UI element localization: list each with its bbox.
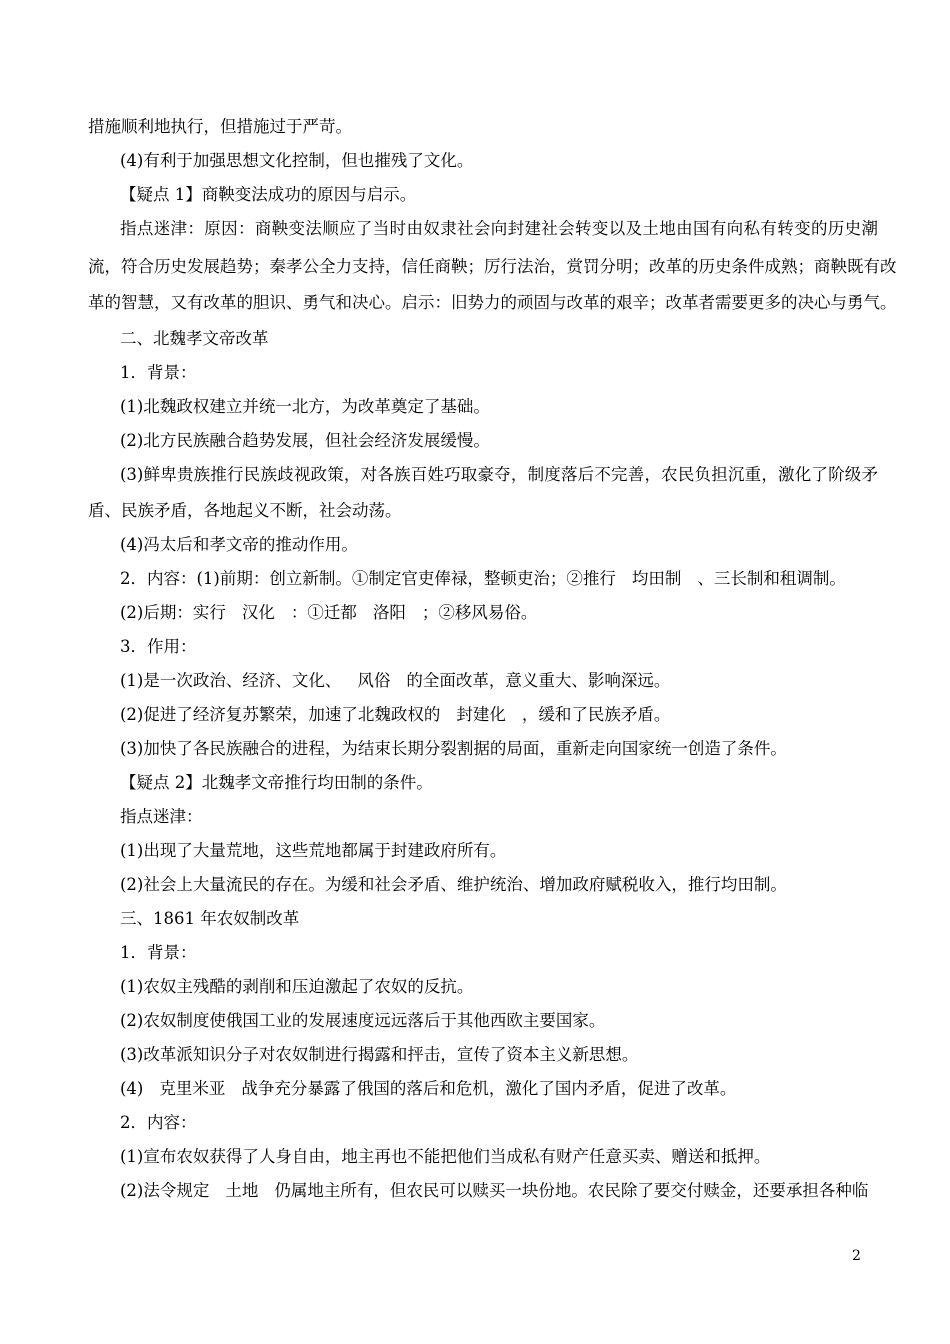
text-line: (1)宣布农奴获得了人身自由，地主再也不能把他们当成私有财产任意买卖、赠送和抵押。: [120, 1147, 771, 1166]
subsection-heading: 1．背景：: [120, 943, 197, 962]
doubt-heading: 【疑点 2】北魏孝文帝推行均田制的条件。: [120, 773, 433, 792]
fill-answer: 洛阳: [372, 603, 406, 622]
fill-answer: 均田制: [631, 569, 682, 588]
text-line: (1)出现了大量荒地，这些荒地都属于封建政府所有。: [120, 841, 507, 860]
text-line: (2)后期：实行 汉化 ：①迁都 洛阳 ；②移风易俗。: [120, 603, 538, 622]
text-line: (1)农奴主残酷的剥削和压迫激起了农奴的反抗。: [120, 977, 474, 996]
fill-answer: 土地: [225, 1181, 259, 1200]
fill-answer: 风俗: [357, 671, 391, 690]
text-line: (3)改革派知识分子对农奴制进行揭露和抨击，宣传了资本主义新思想。: [120, 1045, 639, 1064]
fill-answer: 汉化: [241, 603, 275, 622]
text-line: (2)促进了经济复苏繁荣，加速了北魏政权的 封建化 ，缓和了民族矛盾。: [120, 705, 671, 724]
text-line: (1)北魏政权建立并统一北方，为改革奠定了基础。: [120, 397, 490, 416]
text-line: 指点迷津：原因：商鞅变法顺应了当时由奴隶社会向封建社会转变以及土地由国有向私有转变的历史潮: [120, 219, 878, 238]
subsection-heading: 2．内容：: [120, 1113, 197, 1132]
text-line: (4)有利于加强思想文化控制，但也摧残了文化。: [120, 151, 474, 170]
text-line: (3)加快了各民族融合的进程，为结束长期分裂割据的局面，重新走向国家统一创造了条件。: [120, 739, 787, 758]
subsection-heading: 3．作用：: [120, 637, 197, 656]
doubt-heading: 【疑点 1】商鞅变法成功的原因与启示。: [120, 185, 417, 204]
text-line: (4)冯太后和孝文帝的推动作用。: [120, 535, 358, 554]
text-line: 革的智慧，又有改革的胆识、勇气和决心。启示：旧势力的顽固与改革的艰辛；改革者需要更多的决心与勇气。: [88, 293, 897, 312]
text-line: (3)鲜卑贵族推行民族歧视政策，对各族百姓巧取豪夺，制度落后不完善，农民负担沉重，激化了阶级矛: [120, 465, 878, 484]
fill-answer: 克里米亚: [159, 1079, 226, 1098]
text-line: 措施顺利地执行，但措施过于严苛。: [88, 117, 352, 136]
text-line: (2)社会上大量流民的存在。为缓和社会矛盾、维护统治、增加政府赋税收入，推行均田制。: [120, 875, 787, 894]
text-line: 指点迷津：: [120, 807, 203, 826]
page-number: 2: [852, 1248, 861, 1264]
text-line: 2．内容：(1)前期：创立新制。①制定官吏俸禄，整顿吏治；②推行 均田制 、三长制和租调制。: [120, 569, 846, 588]
text-line: (2)法令规定 土地 仍属地主所有，但农民可以赎买一块份地。农民除了要交付赎金，还要承担各种临: [120, 1181, 869, 1200]
text-line: 流，符合历史发展趋势；秦孝公全力支持，信任商鞅；厉行法治，赏罚分明；改革的历史条件成熟；商鞅既有改: [88, 257, 897, 276]
section-heading: 二、北魏孝文帝改革: [120, 329, 269, 348]
text-line: (2)农奴制度使俄国工业的发展速度远远落后于其他西欧主要国家。: [120, 1011, 606, 1030]
text-line: 盾、民族矛盾，各地起义不断，社会动荡。: [88, 501, 402, 520]
text-line: (1)是一次政治、经济、文化、 风俗 的全面改革，意义重大、影响深远。: [120, 671, 671, 690]
fill-answer: 封建化: [456, 705, 506, 724]
text-line: (2)北方民族融合趋势发展，但社会经济发展缓慢。: [120, 431, 490, 450]
section-heading: 三、1861 年农奴制改革: [120, 909, 300, 928]
text-line: (4) 克里米亚 战争充分暴露了俄国的落后和危机，激化了国内矛盾，促进了改革。: [120, 1079, 737, 1098]
subsection-heading: 1．背景：: [120, 363, 197, 382]
